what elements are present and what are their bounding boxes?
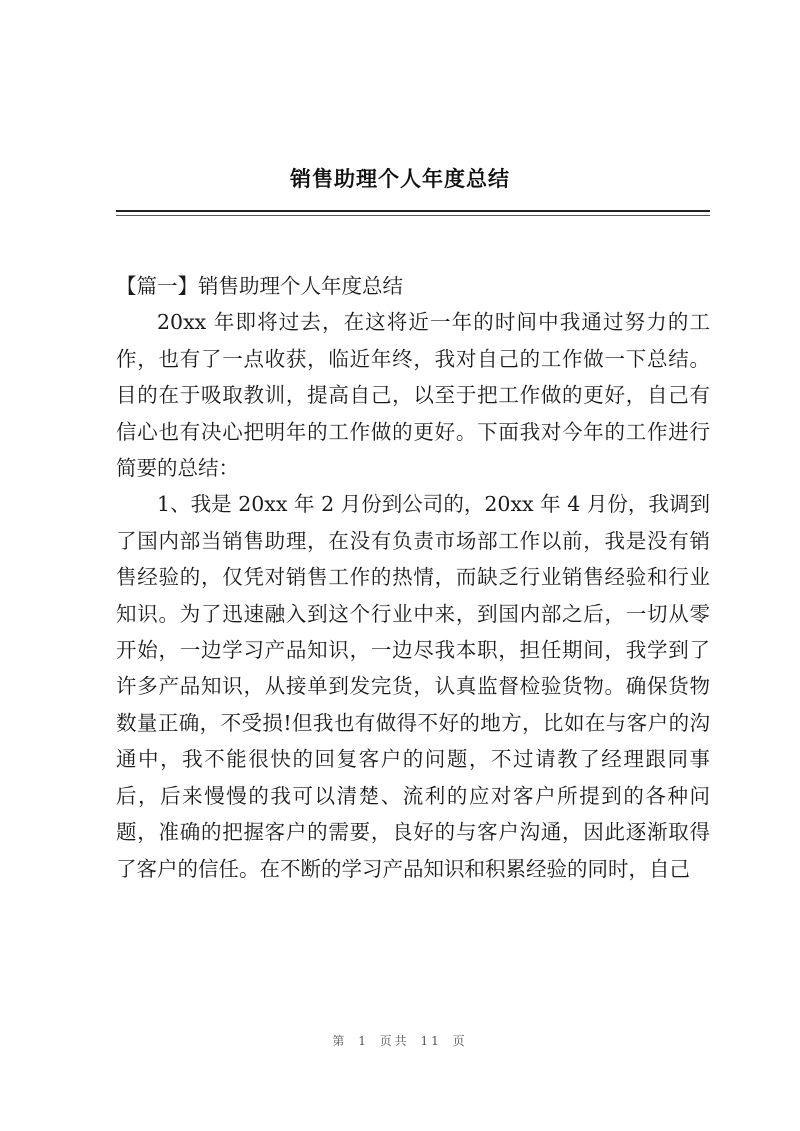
footer-current-page: 1 xyxy=(358,1034,369,1048)
footer-prefix: 第 xyxy=(332,1034,348,1048)
footer-total-pages: 11 xyxy=(420,1034,442,1048)
title-divider xyxy=(116,210,710,212)
page-title: 销售助理个人年度总结 xyxy=(290,166,510,191)
section-heading: 【篇一】销售助理个人年度总结 xyxy=(116,274,403,298)
document-body xyxy=(116,268,710,887)
page-footer xyxy=(0,1032,800,1049)
paragraph: 1、我是 20xx 年 2 月份到公司的，20xx 年 4 月份，我调到了国内部当销售助理，在没有负责市场部工作以前，我是没有销售经验的，仅凭对销售工作的热情，而缺乏行业销售经验和行业知识。为了迅速融入到这个行业中来，到国内部之后，一切从零开始，一边学习产品知识，一边尽我本职，担任期间，我学到了许多产品知识，从接单到发完货，认真监督检验货物。确保货物数量正确，不受损!但我也有做得不好的地方，比如在与客户的沟通中，我不能很快的回复客户的问题，不过请教了经理跟同事后，后来慢慢的我可以清楚、流利的应对客户所提到的各种问题，准确的把握客户的需要，良好的与客户沟通，因此逐渐取得了客户的信任。在不断的学习产品知识和积累经验的同时，自己 xyxy=(116,492,710,881)
title-divider-thin xyxy=(116,215,710,216)
paragraph: 20xx 年即将过去，在这将近一年的时间中我通过努力的工作，也有了一点收获，临近年终，我对自己的工作做一下总结。目的在于吸取教训，提高自己，以至于把工作做的更好，自己有信心也有决心把明年的工作做的更好。下面我对今年的工作进行简要的总结： xyxy=(116,310,710,481)
footer-suffix: 页 xyxy=(452,1034,468,1048)
footer-middle: 页共 xyxy=(379,1034,410,1048)
